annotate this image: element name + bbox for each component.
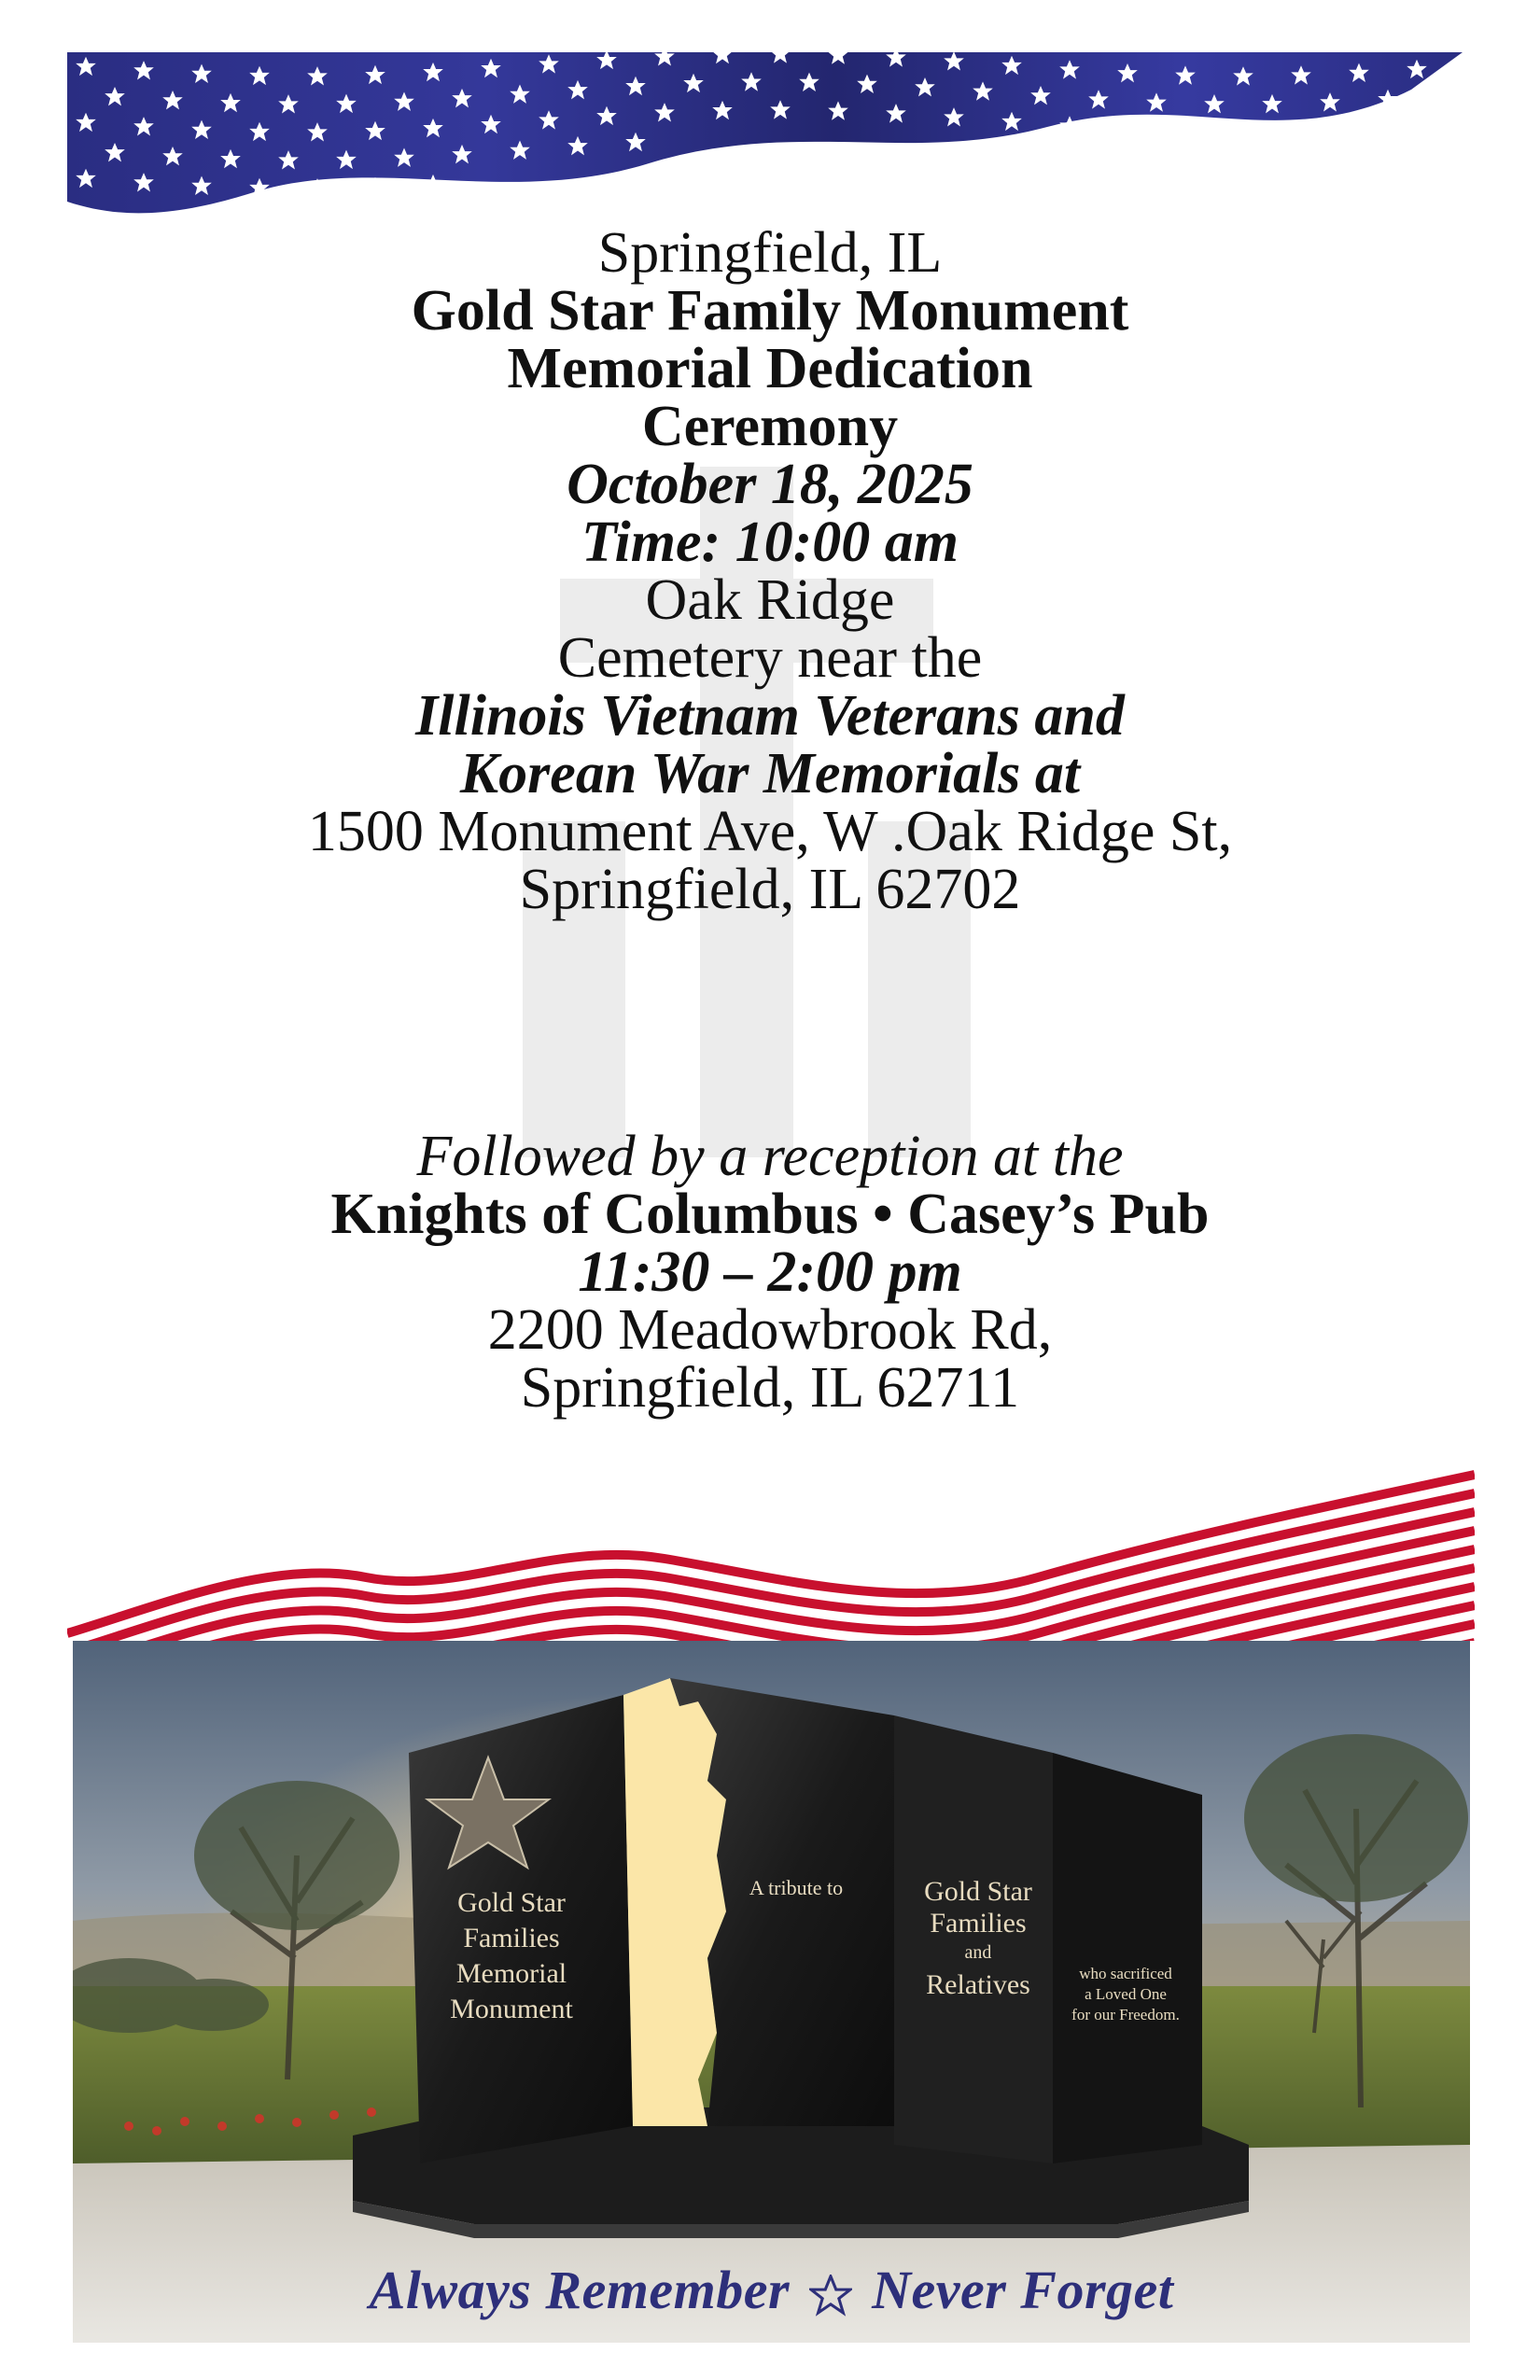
venue-line2: Cemetery near the bbox=[557, 626, 983, 690]
monument-far-right-text-line: a Loved One bbox=[1085, 1985, 1167, 2003]
event-details bbox=[0, 221, 1540, 921]
reception-venue: Knights of Columbus • Casey’s Pub bbox=[330, 1183, 1210, 1246]
reception-intro: Followed by a reception at the bbox=[416, 1125, 1124, 1188]
monument-far-right-text-line: for our Freedom. bbox=[1071, 2006, 1180, 2023]
memorial-line1: Illinois Vietnam Veterans and bbox=[415, 684, 1125, 748]
event-title-line3: Ceremony bbox=[641, 395, 899, 458]
event-address-line1: 1500 Monument Ave, W .Oak Ridge St, bbox=[307, 800, 1233, 863]
event-title-line2: Memorial Dedication bbox=[507, 337, 1033, 400]
memorial-line2: Korean War Memorials at bbox=[459, 742, 1081, 805]
flag-star-icon bbox=[365, 177, 385, 196]
monument-right-text-line: Families bbox=[930, 1908, 1027, 1939]
monument-center-text: A tribute to bbox=[749, 1876, 844, 1899]
monument-right-text-line: and bbox=[964, 1942, 992, 1963]
monument-photo bbox=[73, 1641, 1470, 2343]
reception-details bbox=[0, 1125, 1540, 1420]
tagline bbox=[73, 2259, 1470, 2321]
monument-left-text-line: Memorial bbox=[455, 1958, 567, 1989]
monument-right-text-line: Gold Star bbox=[924, 1876, 1032, 1907]
reception-time: 11:30 – 2:00 pm bbox=[578, 1240, 962, 1304]
tagline-left: Always Remember bbox=[369, 2260, 791, 2320]
monument-left-text-line: Gold Star bbox=[457, 1887, 566, 1918]
flag-star-icon bbox=[1407, 116, 1427, 134]
event-date: October 18, 2025 bbox=[567, 453, 973, 516]
flag-star-icon bbox=[307, 178, 328, 197]
gold-star-icon bbox=[809, 2275, 852, 2317]
bottom-flag-stripes bbox=[67, 1465, 1475, 1641]
event-address-line2: Springfield, IL 62702 bbox=[519, 858, 1021, 921]
monument-far-right-text-line: who sacrificed bbox=[1079, 1965, 1172, 1982]
flag-star-icon bbox=[1291, 121, 1311, 140]
reception-address-line1: 2200 Meadowbrook Rd, bbox=[487, 1298, 1053, 1362]
flag-star-icon bbox=[1349, 119, 1369, 138]
flag-star-icon bbox=[1117, 119, 1138, 138]
flag-star-icon bbox=[1233, 122, 1253, 141]
flag-star-icon bbox=[1435, 86, 1456, 105]
event-title-line1: Gold Star Family Monument bbox=[411, 279, 1129, 343]
tagline-right: Never Forget bbox=[872, 2260, 1174, 2320]
venue-line1: Oak Ridge bbox=[645, 568, 895, 632]
monument-right-text-line: Relatives bbox=[926, 1969, 1030, 2000]
top-flag-banner bbox=[67, 52, 1463, 230]
reception-address-line2: Springfield, IL 62711 bbox=[520, 1356, 1020, 1420]
flag-star-icon bbox=[1175, 121, 1196, 140]
event-time: Time: 10:00 am bbox=[581, 511, 959, 574]
event-city: Springfield, IL bbox=[597, 221, 943, 285]
monument-left-text-line: Monument bbox=[450, 1994, 573, 2024]
monument-left-text-line: Families bbox=[463, 1923, 560, 1953]
